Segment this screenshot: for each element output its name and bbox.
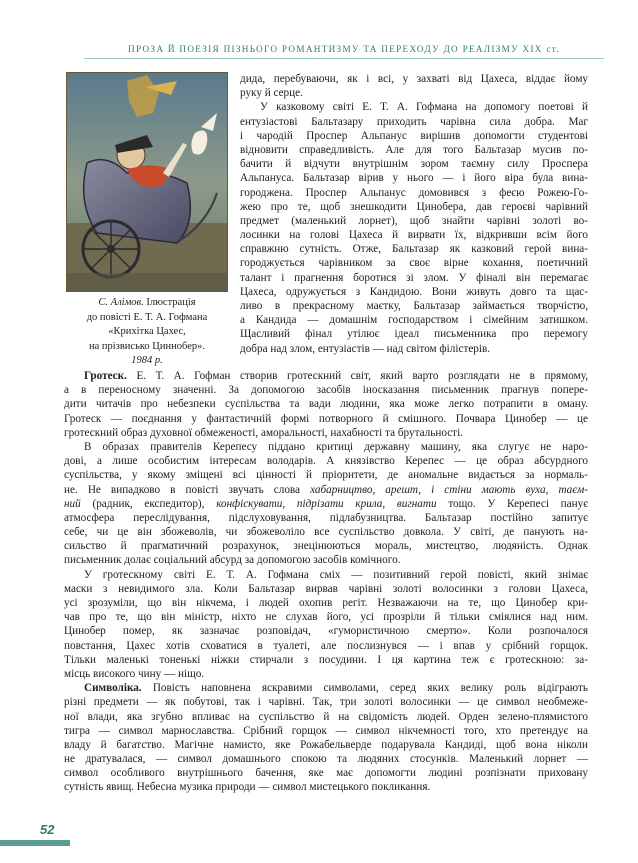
text-line: дові, а лише особистим інтересам володарів. А князівство Керепес — це образ абсурдного — [64, 455, 588, 468]
text-line: дити читачів про небезпеки суспільства та вади людини, яка може легко потрапити в оману. — [64, 398, 588, 411]
paragraph-symbolism — [64, 681, 588, 795]
figure-caption — [56, 296, 238, 369]
text-line: усі зрозуміли, що він нікчема, і людей охопив регіт. Незважаючи на те, що Цинобер кри- — [64, 597, 588, 609]
text-line: сильство й прагматичний розрахунок, знецінюються мораль, мистецтво, людяність. Однак — [64, 540, 588, 553]
illustration-image — [66, 72, 228, 292]
text-line: і чародій Проспер Альпанус вирішив допомогти студентові — [240, 129, 588, 142]
text-line: відновити справедливість. Але для того Бальтазар мусив по- — [240, 143, 588, 156]
text-line: Альпануса. Бальтазар вірив у нього — і його віра була вина- — [240, 172, 588, 185]
text-line: ної влади, яка згубно впливає на суспільство й на свідомість людей. Орден зелено-плямистого — [64, 710, 588, 723]
caption-year: 1984 р. — [131, 355, 163, 366]
caption-line3: «Крихітка Цахес, — [108, 326, 186, 337]
text-span: Повість наповнена яскравими символами, серед яких велику роль відіграють — [141, 682, 588, 695]
text-line: Тільки маленькі тоненькі ніжки стирчали з посудини. І ця картина теж є гротескною: за- — [64, 653, 588, 666]
running-header: ПРОЗА Й ПОЕЗІЯ ПІЗНЬОГО РОМАНТИЗМУ ТА ПЕРЕХОДУ ДО РЕАЛІЗМУ XIX ст. — [128, 44, 560, 54]
text-line: Цинобер помер, як зазначає розповідач, «гумористичною смертю». Коли розпочалося — [64, 625, 588, 638]
text-line: повстання, Цахес хотів сховатися в туалеті, але послизнувся — і впав у срібний горщок. — [64, 639, 588, 652]
illustration-svg — [67, 73, 227, 291]
text-line: письменник долає соціальний абсурд за допомогою засобів комічного. — [64, 554, 401, 567]
text-line: дида, перебуваючи, як і всі, у захваті від Цахеса, віддає йому — [240, 73, 588, 85]
text-line: жею про те, щоб знешкодити Цинобера, дав героєві чарівний — [240, 200, 588, 213]
text-line: Щасливий фінал утілює ідеал письменника про перемогу — [240, 328, 588, 341]
text-line: різні предмети — як побутові, так і чарівні. Так, три золоті волосинки — це символ необмеже- — [64, 696, 588, 709]
text-line: сутність явищ. Небесна музика природи — символ мистецького покликання. — [64, 781, 431, 794]
text-span: тощо. У Керепесі панує — [436, 497, 588, 510]
text-span: (радник, експедитор), — [80, 497, 217, 510]
text-line: бачити й відчути внутрішнім зором таємну силу Проспера — [240, 158, 588, 171]
text-line: тигра — символ марнославства. Срібний горщок — символ нікчемності того, хто претендує на — [64, 724, 588, 737]
caption-line2: до повісті Е. Т. А. Гофмана — [86, 311, 208, 323]
paragraph-grotesk — [64, 369, 588, 440]
text-line: ливо в прекрасному маєтку, Бальтазар займається творчістю, — [240, 300, 588, 312]
text-line: Цахеса, одружується з Кандидою. Вони живуть довго та щас- — [240, 285, 588, 298]
paragraph-rulers — [64, 440, 588, 568]
header-rule — [84, 58, 604, 59]
text-line: руку й серце. — [240, 87, 303, 100]
text-line: суспільства, у якому зміщені всі цінності й пріоритети, де аномальне видається за нормаль- — [64, 469, 588, 482]
page-number: 52 — [40, 822, 55, 837]
page-decoration — [0, 840, 70, 846]
text-line: гротескний образ духовної обмеженості, аморальності, нахабності та брутальності. — [64, 426, 463, 439]
text-line: себе, чи це він збожеволів, чи збожеволіло все суспільство довкола. У світі, де панують на- — [64, 526, 588, 539]
text-line: владу й багатство. Магічне намисто, яке Рожабельверде подарувала Кандиді, щоб вона ніколи — [64, 738, 588, 751]
text-line: чав про те, що він міністр, ніхто не слухав його, усі прозріли й тільки сміялися над ним. — [64, 611, 588, 624]
text-line: а Кандида — домашнім господарством і сімейним затишком. — [240, 314, 588, 327]
paragraph-laugh — [64, 568, 588, 682]
text-line: атмосфера переслідування, підслуховування, підлабузництва. Бальтазар постійно запитує — [64, 511, 588, 524]
text-span: Е. Т. А. Гофман створив гротескний світ, який варто розглядати не в прямому, — [126, 370, 588, 382]
text-line: У казковому світі Е. Т. А. Гофмана на допомогу поетові й — [260, 101, 588, 114]
text-line: ентузіастові Бальтазару приходить чарівна сила добра. Маг — [240, 115, 588, 128]
text-line: добра над злом, ентузіастів — над світом філістерів. — [240, 342, 491, 355]
right-column-text — [240, 72, 588, 356]
text-line: справжню сутність. Отже, Бальтазар як казковий герой вина- — [240, 243, 588, 256]
term-grotesk: Гротеск. — [84, 370, 127, 382]
caption-line1: Ілюстрація — [146, 297, 196, 308]
text-line — [64, 681, 588, 695]
text-line: символ особливого внутрішнього бачення, яке має допомогти людині розпізнати приховану — [64, 767, 588, 780]
main-text — [64, 369, 588, 795]
text-span: ний — [64, 497, 81, 510]
paragraph-right-column — [240, 72, 588, 356]
text-line: не дратувалася, — символ домашнього спокою та людяних стосунків. Маленький лорнет — — [64, 753, 588, 766]
text-line: городжується чарівником за своє вірне кохання, поетичний — [240, 257, 588, 270]
text-line: У гротескному світі Е. Т. А. Гофмана сміх — позитивний герой повісті, який знімає — [84, 568, 588, 581]
text-line — [64, 483, 588, 497]
caption-author: С. Алімов. — [98, 297, 144, 308]
text-span: хабарництво, арешт, і стіни мають вуха, таєм- — [310, 483, 588, 496]
text-line: місць високого чину — ніщо. — [64, 667, 205, 680]
text-span: не. Не випадково в повісті звучать слова — [64, 483, 311, 496]
text-line: лосинки на голові Цахеса й вирвати їх, відкривши всім його — [240, 229, 588, 242]
text-line: городжена. Проспер Альпанус домовився з феєю Рожею-Го- — [240, 186, 588, 199]
term-symbolism: Символіка. — [84, 682, 142, 695]
text-line: а в переносному значенні. За допомогою засобів іносказання письменник прагнув попере- — [64, 384, 588, 397]
text-line: маски з невидимого зла. Коли Бальтазар вирвав чарівні золоті волосинки з голови Цахеса, — [64, 582, 588, 595]
text-line: В образах правителів Керепесу піддано критиці державну машину, яка слугує не наро- — [84, 440, 588, 453]
text-line: предмет (маленький лорнет), щоб знайти чарівні золоті во- — [240, 214, 588, 227]
text-line — [64, 497, 588, 511]
caption-line4: на прізвисько Циннобер». — [89, 340, 205, 352]
text-span: конфіскувати, підрізати крила, вигнати — [216, 497, 437, 510]
text-line: талант і прагнення боротися зі злом. У фіналі він перемагає — [240, 271, 588, 284]
text-line — [64, 369, 588, 383]
text-line: Гротеск — поєднання у фантастичній формі потворного й смішного. Почвара Цинобер — це — [64, 412, 588, 425]
